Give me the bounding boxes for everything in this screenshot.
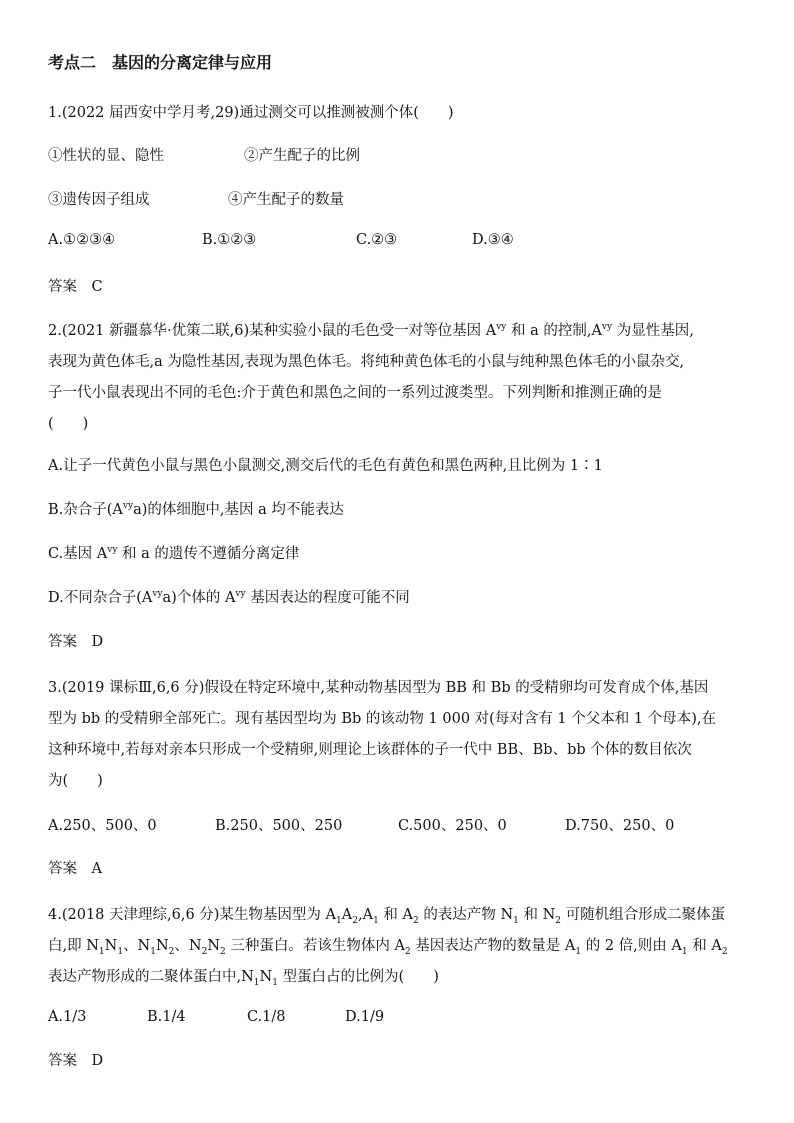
q3-option-c: C.500、250、0 — [398, 818, 507, 834]
q2-option-d: D.不同杂合子$(A^{vy}a)$个体的 $A^{vy}$ 基因表达的程度可能不同 — [48, 589, 410, 606]
q2-answer: 答案 D — [48, 634, 104, 650]
q4-stem-line1: 4.(2018 天津理综,6,6 分)某生物基因型为 $A_1A_2,A_1$ 和 $A_2$ 的表达产物 $N_1$ 和 $N_2$ 可随机组合形成二聚体蛋 — [48, 907, 726, 926]
q1-option-d: D.③④ — [472, 232, 514, 248]
q1-answer: 答案 C — [48, 279, 103, 295]
q3-stem-line3: 这种环境中,若每对亲本只形成一个受精卵,则理论上该群体的子一代中 BB、Bb、bb 个体的数目依次 — [48, 742, 692, 758]
q2-option-c: C.基因 $A^{vy}$ 和 a 的遗传不遵循分离定律 — [48, 545, 300, 562]
q4-option-b: B.1/4 — [147, 1009, 186, 1025]
q1-option-c: C.②③ — [356, 232, 398, 248]
q2-stem-line2: 表现为黄色体毛,a 为隐性基因,表现为黑色体毛。将纯种黄色体毛的小鼠与纯种黑色体毛的小鼠杂交, — [48, 354, 685, 370]
q1-items-row2 — [48, 188, 344, 209]
q1-options — [48, 232, 514, 248]
q3-answer: 答案 A — [48, 861, 102, 877]
q3-options — [48, 814, 674, 835]
q2-stem-line3: 子一代小鼠表现出不同的毛色:介于黄色和黑色之间的一系列过渡类型。下列判断和推测正确的是 — [48, 385, 662, 401]
q2-option-b: B.杂合子$(A^{vy}a)$的体细胞中,基因 a 均不能表达 — [48, 501, 344, 518]
q4-answer: 答案 D — [48, 1053, 104, 1069]
q1-option-b: B.①②③ — [202, 232, 257, 248]
q2-stem-line4: ( ) — [48, 416, 89, 432]
q1-option-a: A.①②③④ — [48, 232, 116, 248]
q4-option-c: C.1/8 — [247, 1009, 286, 1025]
q1-item-2: ②产生配子的比例 — [244, 148, 360, 164]
q4-options — [48, 1009, 384, 1025]
q1-item-3: ③遗传因子组成 — [48, 192, 150, 208]
q3-option-b: B.250、500、250 — [215, 818, 343, 834]
q3-option-d: D.750、250、0 — [565, 818, 675, 834]
section-title: 考点二 基因的分离定律与应用 — [48, 53, 273, 72]
q2-option-a: A.让子一代黄色小鼠与黑色小鼠测交,测交后代的毛色有黄色和黑色两种,且比例为 1∶1 — [48, 458, 603, 474]
q1-item-1: ①性状的显、隐性 — [48, 148, 164, 164]
q2-stem-line1: 2.(2021 新疆慕华·优策二联,6)某种实验小鼠的毛色受一对等位基因 $A^{vy}$ 和 a 的控制$,A^{vy}$ 为显性基因, — [48, 322, 694, 339]
q1-stem: 1.(2022 届西安中学月考,29)通过测交可以推测被测个体( ) — [48, 105, 454, 121]
q1-item-4: ④产生配子的数量 — [228, 192, 344, 208]
q3-stem-line1: 3.(2019 课标Ⅲ,6,6 分)假设在特定环境中,某种动物基因型为 BB 和 Bb 的受精卵均可发育成个体,基因 — [48, 680, 709, 696]
q3-stem-line4: 为( ) — [48, 773, 103, 789]
q4-option-a: A.1/3 — [48, 1009, 87, 1025]
q4-stem-line2: 白,即 $N_1N_1$、$N_1N_2$、$N_2N_2$ 三种蛋白。若该生物体内 $A_2$ 基因表达产物的数量是 $A_1$ 的 2 倍,则由 $A_1$ 和 $A_2$ — [48, 938, 728, 957]
q4-stem-line3: 表达产物形成的二聚体蛋白中$,N_1N_1$ 型蛋白占的比例为( ) — [48, 969, 439, 988]
q3-stem-line2: 型为 bb 的受精卵全部死亡。现有基因型均为 Bb 的该动物 1 000 对(每对含有 1 个父本和 1 个母本),在 — [48, 711, 716, 727]
q3-option-a: A.250、500、0 — [48, 818, 157, 834]
q1-items-row1 — [48, 144, 360, 165]
q4-option-d: D.1/9 — [345, 1009, 385, 1025]
